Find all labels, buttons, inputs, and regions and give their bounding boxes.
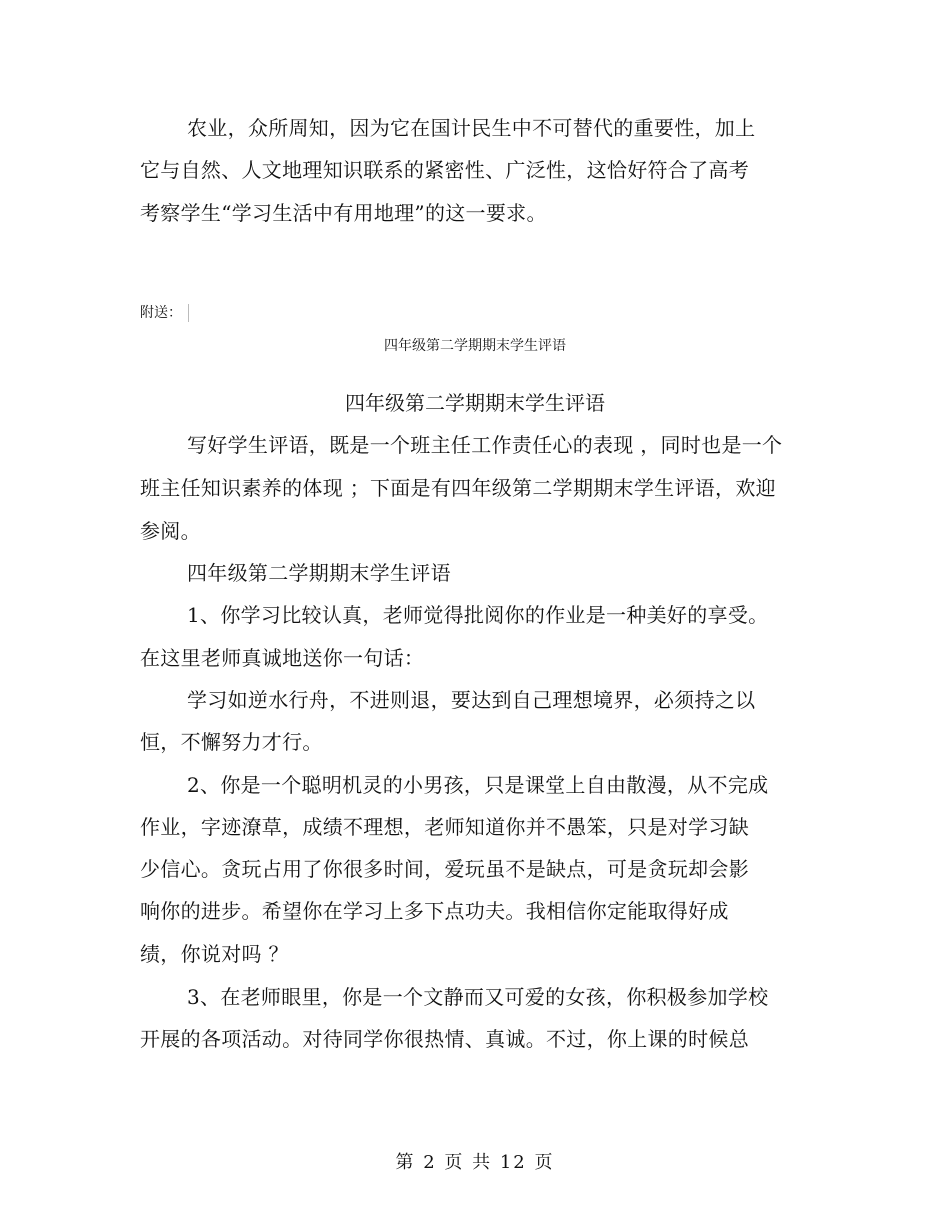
attachment-field: [188, 304, 199, 322]
article-line-1: 写好学生评语，既是一个班主任工作责任心的表现 ，同时也是一个: [187, 433, 783, 457]
article-line-9: 2、你是一个聪明机灵的小男孩，只是课堂上自由散漫，从不完成: [187, 773, 769, 797]
article-line-5: 1、你学习比较认真，老师觉得批阅你的作业是一种美好的享受。: [187, 603, 769, 627]
intro-line-2: 它与自然、人文地理知识联系的紧密性、广泛性，这恰好符合了高考: [140, 158, 749, 182]
article-line-13: 绩，你说对吗 ？: [140, 942, 289, 966]
article-subheading: 四年级第二学期期末学生评语: [187, 561, 451, 585]
article-line-7: 学习如逆水行舟，不进则退，要达到自己理想境界，必须持之以: [187, 688, 756, 712]
article-line-10: 作业，字迹潦草，成绩不理想，老师知道你并不愚笨，只是对学习缺: [140, 815, 749, 839]
attachment-label: 附送：: [140, 305, 182, 321]
attachment-subtitle: 四年级第二学期期末学生评语: [384, 338, 566, 354]
article-line-15: 开展的各项活动。对待同学你很热情、真诚。不过，你上课的时候总: [140, 1027, 749, 1051]
intro-line-3: 考察学生“学习生活中有用地理”的这一要求。: [140, 201, 547, 225]
article-line-6: 在这里老师真诚地送你一句话：: [140, 646, 425, 670]
article-line-11: 少信心。贪玩占用了你很多时间，爱玩虽不是缺点，可是贪玩却会影: [140, 857, 749, 881]
intro-line-1: 农业，众所周知，因为它在国计民生中不可替代的重要性，加上: [187, 116, 756, 140]
article-title: 四年级第二学期期末学生评语: [345, 391, 605, 415]
page-number: 第 2 页 共 12 页: [395, 1152, 555, 1173]
article-line-14: 3、在老师眼里，你是一个文静而又可爱的女孩，你积极参加学校: [187, 985, 769, 1009]
article-line-2: 班主任知识素养的体现 ；下面是有四年级第二学期期末学生评语，欢迎: [140, 476, 776, 500]
article-line-3: 参阅。: [140, 519, 201, 543]
article-line-8: 恒，不懈努力才行。: [140, 730, 323, 754]
article-line-12: 响你的进步。希望你在学习上多下点功夫。我相信你定能取得好成: [140, 899, 729, 923]
attachment-label-row: [140, 302, 199, 324]
